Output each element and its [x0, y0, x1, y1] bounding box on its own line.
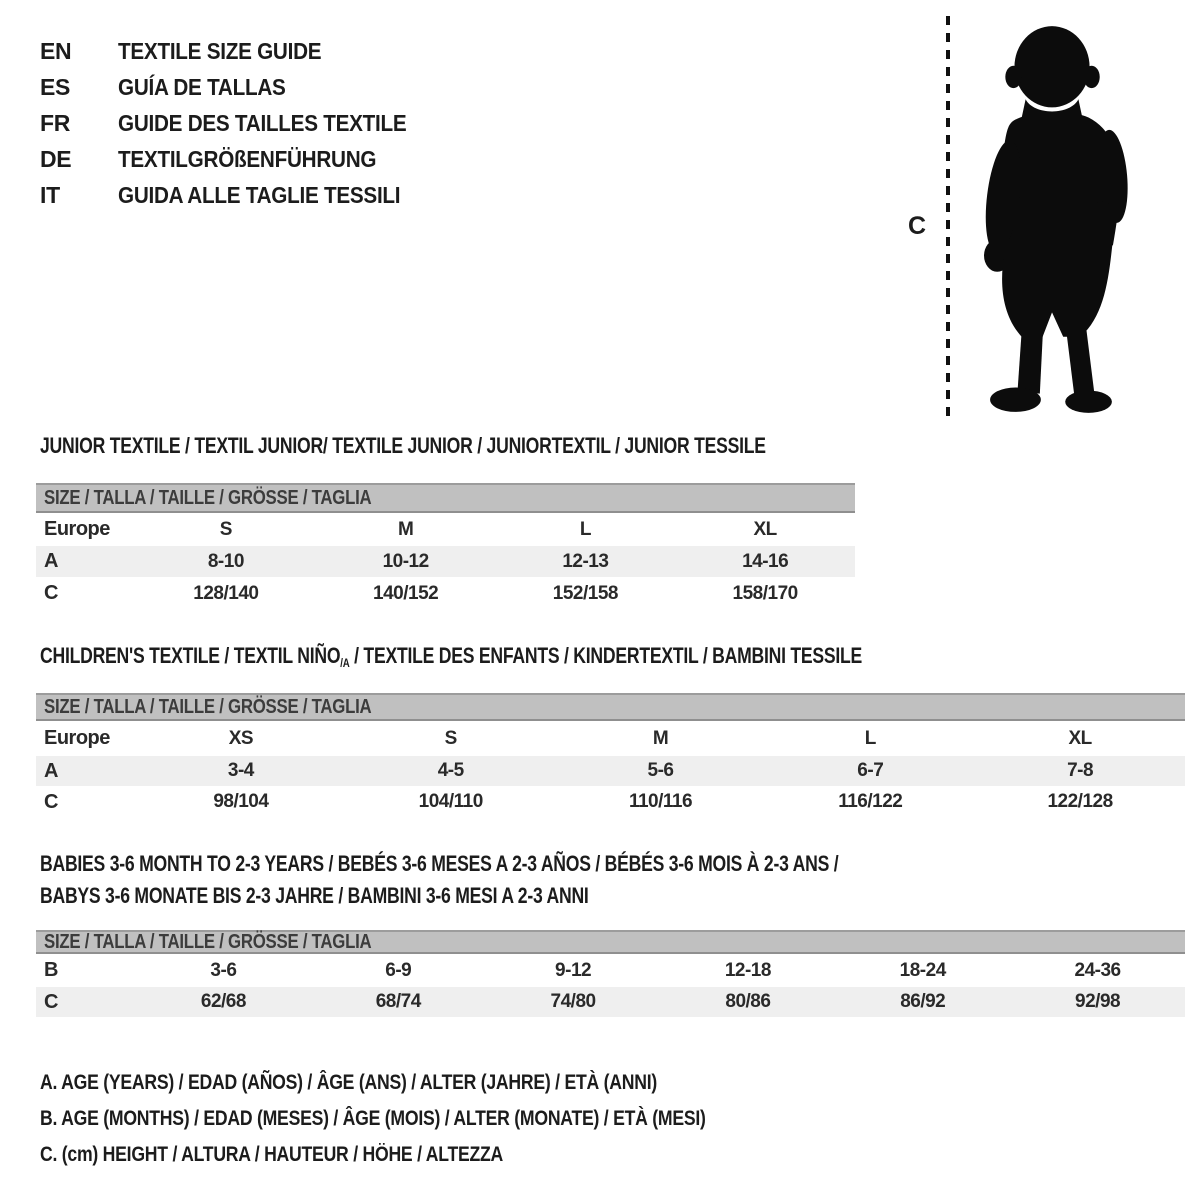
row-label: C	[44, 582, 58, 604]
table-cell: 74/80	[550, 991, 596, 1012]
table-cell: 10-12	[382, 550, 429, 572]
table-cell: 3-6	[210, 959, 237, 981]
table-cell: 24-36	[1074, 959, 1121, 981]
babies-size-table	[36, 930, 1185, 1017]
table-cell: 8-10	[207, 550, 244, 572]
column-header: Europe	[44, 518, 110, 540]
children-section-title: CHILDREN'S TEXTILE / TEXTIL NIÑO/A / TEXTILE DES ENFANTS / KINDERTEXTIL / BAMBINI TESSILE	[40, 643, 863, 670]
toddler-silhouette-icon	[963, 14, 1139, 420]
table-cell: 116/122	[838, 791, 903, 812]
legend-line-a: A. AGE (YEARS) / EDAD (AÑOS) / ÂGE (ANS) / ALTER (JAHRE) / ETÀ (ANNI)	[40, 1071, 658, 1094]
language-row-en	[40, 33, 344, 69]
table-cell: 6-7	[857, 760, 884, 781]
column-header: S	[444, 727, 457, 749]
junior-columns-row	[36, 513, 855, 546]
column-header: M	[397, 518, 414, 540]
language-row-es	[40, 69, 304, 105]
table-cell: 9-12	[555, 959, 592, 981]
table-cell: 68/74	[375, 991, 421, 1012]
row-label: C	[44, 790, 58, 813]
language-row-fr	[40, 105, 439, 141]
table-cell: 104/110	[418, 791, 483, 812]
language-row-de	[40, 141, 405, 177]
language-row-it	[40, 177, 432, 213]
table-cell: 152/158	[552, 582, 618, 604]
children-row-height	[36, 786, 1185, 818]
table-cell: 62/68	[200, 991, 246, 1012]
size-header-label: SIZE / TALLA / TAILLE / GRÖSSE / TAGLIA	[44, 695, 372, 718]
size-header-label: SIZE / TALLA / TAILLE / GRÖSSE / TAGLIA	[44, 486, 372, 509]
row-label: A	[44, 550, 58, 572]
language-code: ES	[40, 73, 71, 100]
column-header: XL	[753, 518, 777, 540]
language-code: IT	[40, 181, 60, 208]
table-cell: 12-13	[562, 550, 609, 572]
column-header: M	[652, 727, 669, 749]
babies-section-title-line1: BABIES 3-6 MONTH TO 2-3 YEARS / BEBÉS 3-6 MESES A 2-3 AÑOS / BÉBÉS 3-6 MOIS À 2-3 ANS /	[40, 851, 839, 876]
table-cell: 80/86	[725, 991, 771, 1012]
height-dashed-line	[946, 16, 950, 416]
table-cell: 128/140	[193, 582, 259, 604]
language-label: GUIDE DES TAILLES TEXTILE	[118, 109, 407, 136]
table-cell: 92/98	[1075, 991, 1121, 1012]
column-header: XS	[228, 727, 254, 749]
language-label: GUIDA ALLE TAGLIE TESSILI	[118, 181, 401, 208]
table-cell: 6-9	[385, 959, 412, 981]
row-label: C	[44, 990, 58, 1013]
table-cell: 4-5	[437, 760, 464, 781]
junior-size-table	[36, 483, 855, 610]
table-cell: 3-4	[227, 760, 254, 781]
row-label: A	[44, 759, 58, 782]
table-cell: 98/104	[213, 791, 269, 812]
language-code: DE	[40, 145, 72, 172]
language-code: FR	[40, 109, 71, 136]
table-cell: 86/92	[900, 991, 946, 1012]
table-cell: 158/170	[732, 582, 798, 604]
table-cell: 14-16	[742, 550, 789, 572]
table-cell: 5-6	[647, 760, 674, 781]
table-cell: 18-24	[899, 959, 946, 981]
table-cell: 7-8	[1067, 760, 1094, 781]
column-header: Europe	[44, 727, 110, 749]
column-header: L	[864, 727, 876, 749]
junior-section-title: JUNIOR TEXTILE / TEXTIL JUNIOR/ TEXTILE JUNIOR / JUNIORTEXTIL / JUNIOR TESSILE	[40, 433, 766, 458]
language-code: EN	[40, 37, 72, 64]
table-cell: 122/128	[1047, 791, 1113, 812]
babies-row-months	[36, 954, 1185, 987]
children-size-header-bar	[36, 693, 1185, 721]
table-cell: 140/152	[373, 582, 439, 604]
language-label: TEXTILE SIZE GUIDE	[118, 37, 322, 64]
row-label: B	[44, 959, 58, 981]
language-label: GUÍA DE TALLAS	[118, 73, 286, 100]
children-columns-row	[36, 721, 1185, 756]
column-header: S	[219, 518, 232, 540]
babies-size-header-bar	[36, 930, 1185, 954]
babies-section-title-line2: BABYS 3-6 MONATE BIS 2-3 JAHRE / BAMBINI 3-6 MESI A 2-3 ANNI	[40, 883, 589, 908]
junior-size-header-bar	[36, 483, 855, 513]
table-cell: 12-18	[724, 959, 771, 981]
children-row-age	[36, 756, 1185, 786]
nino-a-subscript: /A	[340, 656, 350, 670]
column-header: L	[579, 518, 591, 540]
children-size-table	[36, 693, 1185, 818]
babies-row-height	[36, 987, 1185, 1017]
size-header-label: SIZE / TALLA / TAILLE / GRÖSSE / TAGLIA	[44, 930, 372, 953]
column-header: XL	[1068, 727, 1092, 749]
junior-row-age	[36, 546, 855, 577]
legend-line-b: B. AGE (MONTHS) / EDAD (MESES) / ÂGE (MOIS) / ALTER (MONATE) / ETÀ (MESI)	[40, 1107, 706, 1130]
legend-line-c: C. (cm) HEIGHT / ALTURA / HAUTEUR / HÖHE / ALTEZZA	[40, 1143, 504, 1166]
junior-row-height	[36, 577, 855, 610]
table-cell: 110/116	[628, 791, 693, 812]
language-label: TEXTILGRÖßENFÜHRUNG	[118, 145, 377, 172]
height-measure-label: C	[908, 212, 927, 240]
